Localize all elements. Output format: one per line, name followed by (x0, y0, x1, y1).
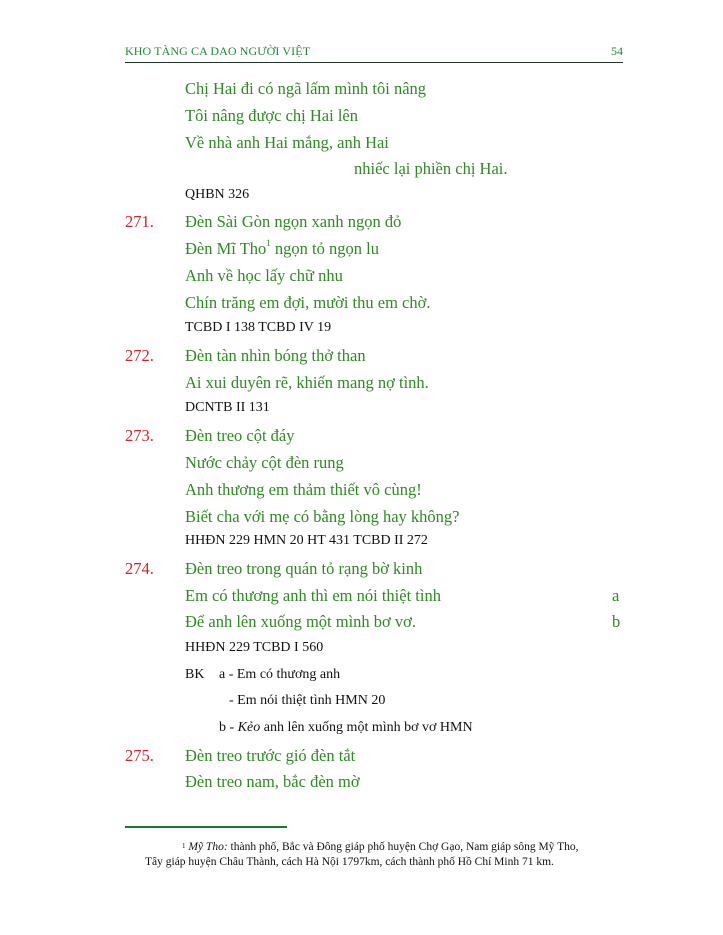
variant-note: - Em nói thiệt tình HMN 20 (229, 693, 386, 708)
footnote-ref: 1 (266, 238, 271, 248)
variant-label: BK (185, 667, 205, 682)
footnote: $^1$ Mỹ Tho: thành phố, Bắc và Đông giáp phố huyện Chợ Gạo, Nam giáp sông Mỹ Tho, Tây giáp huyện Châu Thành, cách Hà Nội 1797km, cách thành phố Hồ Chí Minh 71 km. (145, 841, 579, 868)
verse-line: Biết cha với mẹ có bằng lòng hay không? (185, 507, 460, 526)
page-number: 54 (611, 44, 623, 58)
verse-line: Đèn treo cột đáy (185, 426, 295, 445)
verse-line: Đèn tàn nhìn bóng thở than (185, 346, 366, 365)
footnote-term: Mỹ Tho: (188, 841, 228, 853)
source-reference: TCBD I 138 TCBD IV 19 (185, 320, 332, 335)
book-title: KHO TÀNG CA DAO NGƯỜI VIỆT (125, 44, 311, 58)
source-reference: DCNTB II 131 (185, 400, 270, 415)
verse-line: Đèn Sài Gòn ngọn xanh ngọn đỏ (185, 212, 402, 231)
verse-line: Đèn treo nam, bắc đèn mờ (185, 772, 360, 791)
verse-line: Anh về học lấy chữ nhu (185, 266, 343, 285)
verse-line: Về nhà anh Hai mắng, anh Hai (185, 133, 389, 152)
variant-note: a - Em có thương anh (219, 667, 341, 682)
footnote-text: Tây giáp huyện Châu Thành, cách Hà Nội 1797km, cách thành phố Hồ Chí Minh 71 km. (145, 855, 554, 868)
verse-line: Em có thương anh thì em nói thiệt tình (185, 586, 441, 605)
entry-number: 271. (125, 212, 154, 231)
verse-line: Đèn treo trước gió đèn tắt (185, 746, 356, 765)
verse-line-with-footnote: Đèn Mĩ Tho$^1$ ngọn tỏ ngọn lu (185, 238, 379, 258)
source-reference: QHBN 326 (185, 187, 250, 202)
source-reference: HHĐN 229 TCBD I 560 (185, 640, 324, 655)
variant-mark: a (612, 586, 620, 605)
running-header (125, 44, 623, 63)
source-reference: HHĐN 229 HMN 20 HT 431 TCBD II 272 (185, 533, 428, 548)
variant-mark: b (612, 612, 621, 631)
footnote-divider (125, 826, 287, 828)
entry-number: 273. (125, 426, 154, 445)
verse-line: Chị Hai đi có ngã lấm mình tôi nâng (185, 79, 427, 98)
verse-line: Để anh lên xuống một mình bơ vơ. (185, 612, 417, 631)
verse-line: Tôi nâng được chị Hai lên (185, 106, 358, 125)
verse-line: Nước chảy cột đèn rung (185, 453, 344, 472)
verse-line: Đèn treo trong quán tỏ rạng bờ kinh (185, 559, 423, 578)
entry-number: 272. (125, 346, 154, 365)
variant-note: b - Kẻo anh lên xuống một mình bơ vơ HMN (219, 720, 473, 735)
entry-number: 275. (125, 746, 154, 765)
entry-number: 274. (125, 559, 154, 578)
verse-line: Ai xui duyên rẽ, khiến mang nợ tình. (185, 373, 429, 392)
verse-line: Chín trăng em đợi, mười thu em chờ. (185, 293, 431, 312)
footnote-marker: 1 (182, 842, 186, 850)
verse-line: nhiếc lại phiền chị Hai. (354, 159, 508, 178)
verse-line: Anh thương em thảm thiết vô cùng! (185, 480, 422, 499)
